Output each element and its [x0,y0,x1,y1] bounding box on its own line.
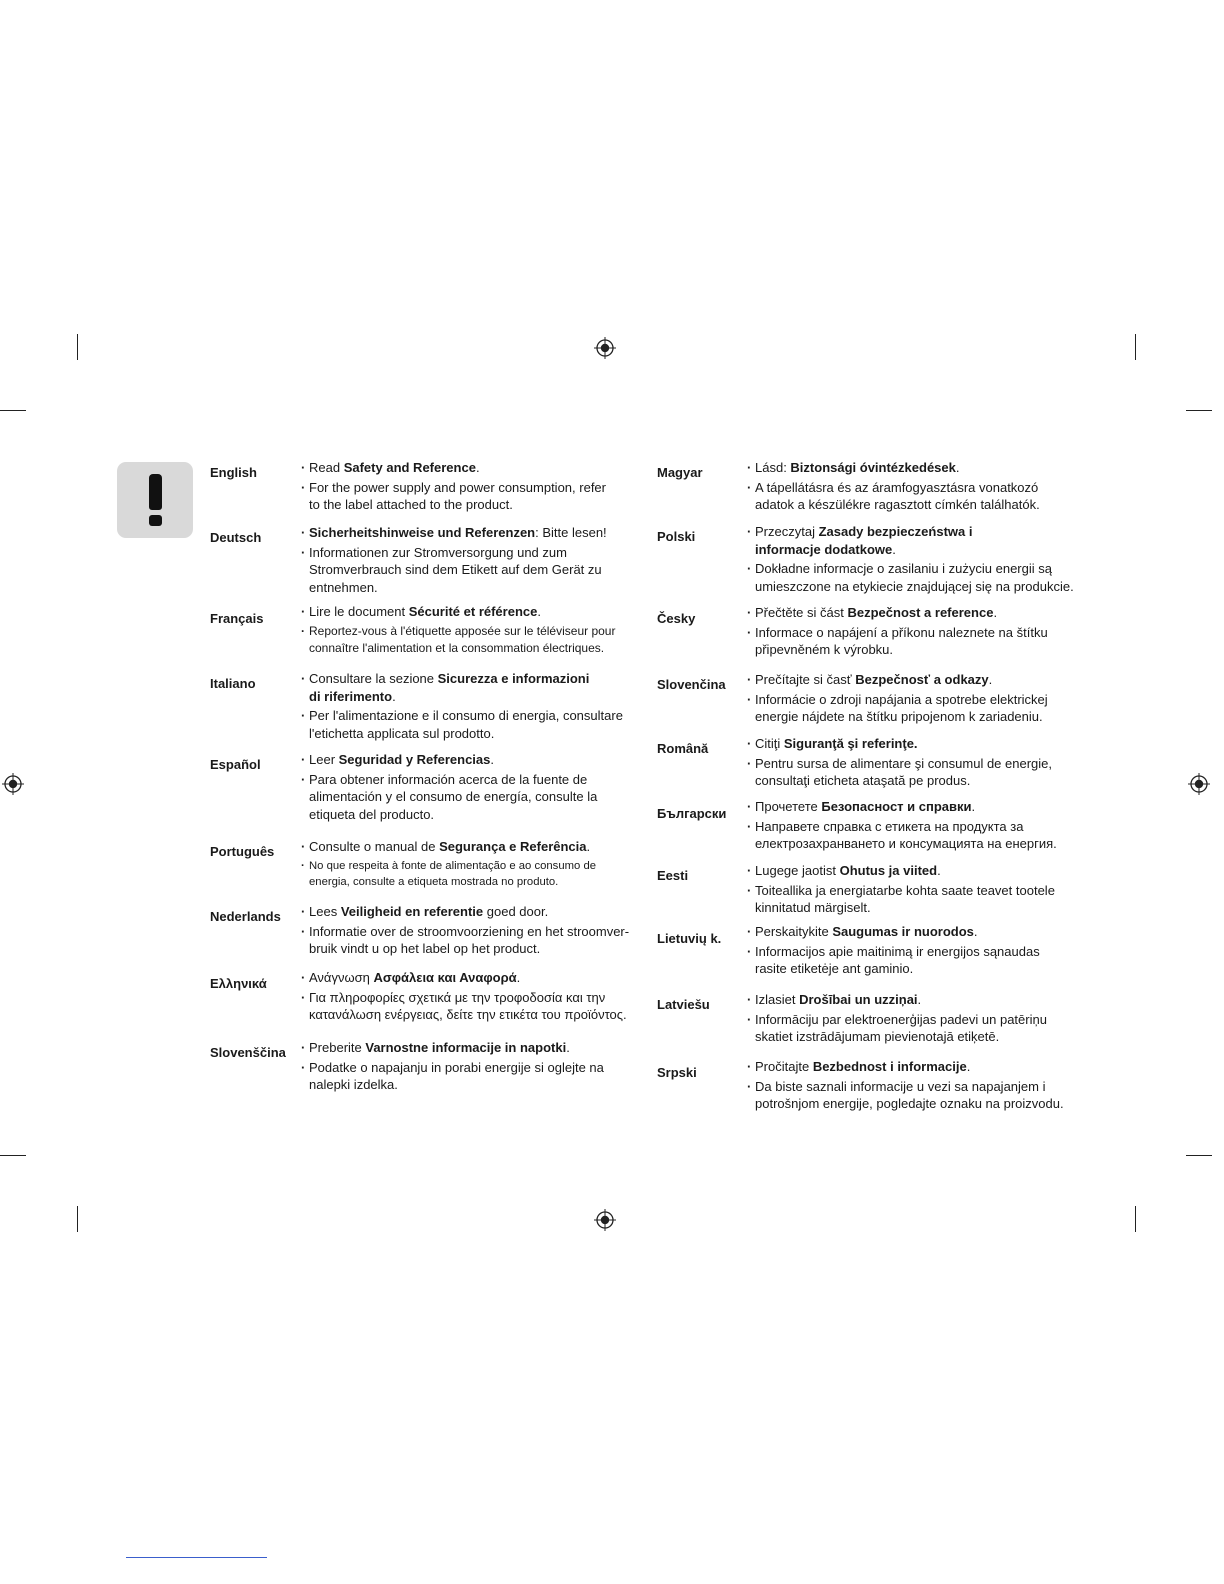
bullet-line [748,1058,1064,1076]
text-segment: Read [309,460,344,475]
text-segment: Informatie over de stroomvoorziening en het stroomver- [309,923,630,939]
bullet-line [748,818,1057,836]
emphasized-text: Ασφάλεια και Αναφορά [373,970,517,985]
text-segment: . [966,1059,971,1074]
continuation-line [748,1028,1047,1046]
crop-mark-left-lower [0,1155,26,1156]
language-label: Polski [657,529,696,544]
text-segment: . [955,460,960,475]
text-segment: . [988,672,993,687]
text-segment: . [993,605,998,620]
bullet-line [748,671,1048,689]
text-segment: Informácie o zdroji napájania a spotrebe elektrickej [755,691,1048,707]
bullet-line [302,858,596,874]
text-segment: Reportez-vous à l'étiquette apposée sur le téléviseur pour [309,623,616,638]
instruction-text [748,604,1048,659]
bullet-line [748,798,1057,816]
text-segment: Pentru sursa de alimentare şi consumul de energie, [755,755,1052,771]
text-segment: κατανάλωση ενέργειας, δείτε την ετικέτα του προϊόντος. [309,1007,627,1022]
bullet-line [748,691,1048,709]
bullet-line [748,882,1055,900]
text-segment: Citiţi [755,736,784,751]
emphasized-text: Varnostne informacije in napotki [365,1040,567,1055]
continuation-line [302,1006,627,1024]
text-segment: Lire le document [309,604,409,619]
bullet-line [748,523,1074,541]
language-label: Lietuvių k. [657,931,722,946]
footer-rule [126,1557,267,1558]
text-segment: . [392,688,396,704]
continuation-line [748,835,1057,853]
bullet-line [748,479,1040,497]
continuation-line [748,1095,1064,1113]
bullet-line [748,604,1048,622]
bullet-line [302,544,607,562]
bullet-line [302,923,629,941]
text-segment: Informacijos apie maitinimą ir energijos sąnaudas [755,943,1040,959]
text-segment: Toiteallika ja energiatarbe kohta saate teavet tootele [755,882,1055,898]
text-segment: . [537,604,541,619]
continuation-line [302,725,623,743]
crop-mark-top-right [1135,334,1136,360]
text-segment: Dokładne informacje o zasilaniu i zużyciu energii są [755,561,1052,576]
text-segment: Lásd: [755,460,791,475]
text-segment: alimentación y el consumo de energía, consulte la [309,789,598,804]
text-segment: Lees [309,904,341,919]
emphasized-text: Sicherheitshinweise und Referenzen [309,525,536,540]
text-segment: Informace o napájení a příkonu naleznete na štítku [755,624,1048,640]
bullet-line [302,969,627,987]
bullet-line [748,624,1048,642]
registration-mark-icon [2,773,24,795]
continuation-line [302,640,615,658]
text-segment: skatiet izstrādājumam pievienotajā etiķetē. [755,1029,1000,1044]
instruction-text [302,1039,604,1094]
text-segment: umieszczone na etykiecie znajdującej się na produkcie. [755,578,1074,594]
continuation-line [302,561,607,579]
text-segment: For the power supply and power consumption, refer [309,479,606,495]
emphasized-text: Безопасност и справки [821,799,972,814]
emphasized-text: Biztonsági óvintézkedések [790,460,956,475]
language-label: Slovenščina [210,1045,286,1060]
emphasized-text: Sécurité et référence [408,604,538,619]
language-label: Eesti [657,868,689,883]
language-label: Nederlands [210,909,281,924]
text-segment: . [475,460,480,475]
instruction-text [748,798,1057,853]
text-segment: Přečtěte si část [755,605,848,620]
text-segment: Прочетете [755,799,822,814]
instruction-text [302,670,623,742]
text-segment: Informationen zur Stromversorgung und zum [309,544,567,560]
bullet-line [748,459,1040,477]
instruction-text [748,523,1074,595]
instruction-text [302,903,629,958]
emphasized-text: Bezbednost i informacije [812,1059,967,1074]
registration-mark-icon [594,337,616,359]
bullet-line [748,735,1052,753]
instruction-text [302,969,627,1024]
warning-icon [117,462,193,538]
language-label: Română [657,741,709,756]
instruction-text [302,751,597,823]
continuation-line [302,688,623,706]
continuation-line [748,641,1048,659]
text-segment: Prečítajte si časť [755,672,856,687]
instruction-text [748,1058,1064,1113]
instruction-text [302,459,606,514]
language-label: Deutsch [210,530,262,545]
language-label: Български [657,806,727,821]
continuation-line [748,960,1040,978]
bullet-line [748,923,1040,941]
crop-mark-top-left [77,334,78,360]
text-segment: Podatke o napajanju in porabi energije si oglejte na [309,1059,604,1075]
emphasized-text: Veiligheid en referentie [340,904,484,919]
text-segment: Consulte o manual de [309,839,440,854]
text-segment: Perskaitykite [755,924,833,939]
continuation-line [302,788,597,806]
instruction-text [748,735,1052,790]
bullet-line [302,524,607,542]
bullet-line [748,1011,1047,1029]
text-segment: entnehmen. [309,579,378,595]
crop-mark-bottom-right [1135,1206,1136,1232]
text-segment: bruik vindt u op het label op het product. [309,941,541,956]
bullet-line [748,1078,1064,1096]
emphasized-text: Saugumas ir nuorodos [832,924,974,939]
emphasized-text: Ohutus ja viited [839,863,938,878]
language-label: Português [210,844,275,859]
text-segment: Preberite [309,1040,366,1055]
language-label: Česky [657,611,696,626]
text-segment: goed door. [483,904,549,919]
registration-mark-icon [594,1209,616,1231]
emphasized-text: Drošībai un uzziņai [799,992,918,1007]
text-segment: rasite etiketėje ant gaminio. [755,961,914,976]
instruction-text [748,459,1040,514]
text-segment: Pročitajte [755,1059,813,1074]
warning-icon-dot [149,515,162,526]
text-segment: Ανάγνωση [309,970,374,985]
text-segment: nalepki izdelka. [309,1077,398,1092]
text-segment: Para obtener información acerca de la fuente de [309,771,588,787]
bullet-line [748,560,1074,578]
text-segment: Leer [309,752,339,767]
emphasized-text: Segurança e Referência [439,839,587,854]
language-label: Magyar [657,465,703,480]
bullet-line [748,943,1040,961]
text-segment: : Bitte lesen! [535,525,607,540]
bullet-line [748,862,1055,880]
crop-mark-right-upper [1186,410,1212,411]
text-segment: No que respeita à fonte de alimentação e ao consumo de [309,859,597,872]
bullet-line [302,707,623,725]
instruction-text [748,991,1047,1046]
continuation-line [302,496,606,514]
bullet-line [302,771,597,789]
bullet-line [302,623,615,641]
text-segment: Da biste saznali informacije u vezi sa napajanjem i [755,1078,1046,1094]
continuation-line [748,772,1052,790]
bullet-line [302,459,606,477]
text-segment: Lugege jaotist [755,863,840,878]
language-label: Ελληνικά [210,976,267,991]
bullet-line [748,755,1052,773]
text-segment: . [490,752,494,767]
bullet-line [302,838,596,856]
continuation-line [302,940,629,958]
emphasized-text: Safety and Reference [343,460,476,475]
text-segment: . [973,924,978,939]
emphasized-text: Seguridad y Referencias [338,752,491,767]
bullet-line [302,479,606,497]
text-segment: . [971,799,976,814]
bullet-line [302,1039,604,1057]
language-label: Latviešu [657,997,710,1012]
bullet-line [302,603,615,621]
language-label: Español [210,757,261,772]
language-label: Slovenčina [657,677,726,692]
instruction-text [748,862,1055,917]
instruction-text [302,838,596,890]
text-segment: kinnitatud märgiselt. [755,900,871,915]
text-segment: potrošnjom energije, pogledajte oznaku na proizvodu. [755,1096,1064,1111]
bullet-line [302,751,597,769]
text-segment: připevněném k výrobku. [755,642,894,657]
text-segment: . [566,1040,570,1055]
text-segment: Informāciju par elektroenerģijas padevi un patēriņu [755,1011,1047,1027]
text-segment: Για πληροφορίες σχετικά με την τροφοδοσία και την [309,989,606,1005]
text-segment: Per l'alimentazione e il consumo di energia, consultare [309,708,623,723]
continuation-line [748,578,1074,596]
instruction-text [748,923,1040,978]
registration-mark-icon [1188,773,1210,795]
bullet-line [302,670,623,688]
language-label: English [210,465,257,480]
bullet-line [302,989,627,1007]
text-segment: A tápellátásra és az áramfogyasztásra vonatkozó [755,479,1039,495]
crop-mark-bottom-left [77,1206,78,1232]
warning-icon-bar [149,474,162,510]
text-segment: . [516,970,521,985]
language-label: Français [210,611,264,626]
crop-mark-left-upper [0,410,26,411]
emphasized-text: Siguranţă şi referinţe. [783,736,918,751]
emphasized-text: Bezpečnosť a odkazy [855,672,989,687]
text-segment: adatok a készülékre ragasztott címkén találhatók. [755,497,1040,512]
text-segment: Consultare la sezione [309,671,438,686]
emphasized-text: Bezpečnost a reference [847,605,994,620]
text-segment: etiqueta del producto. [309,806,435,822]
emphasized-text: Zasady bezpieczeństwa i [818,524,973,539]
text-segment: електрозахранването и консумацията на енергия. [755,836,1057,851]
continuation-line [302,579,607,597]
text-segment: l'etichetta applicata sul prodotto. [309,725,495,741]
emphasized-text: Sicurezza e informazioni [437,671,590,686]
language-label: Srpski [657,1065,697,1080]
text-segment: Przeczytaj [755,524,819,539]
text-segment: Stromverbrauch sind dem Etikett auf dem Gerät zu [309,562,602,577]
text-segment: Izlasiet [755,992,800,1007]
language-label: Italiano [210,676,256,691]
continuation-line [302,1076,604,1094]
instruction-text [748,671,1048,726]
text-segment: connaître l'alimentation et la consommation électriques. [309,641,605,655]
text-segment: . [586,839,591,854]
emphasized-text: di riferimento [309,688,393,704]
text-segment: . [917,992,922,1007]
text-segment: Направете справка с етикета на продукта за [755,818,1024,834]
text-segment: consultaţi eticheta ataşată pe produs. [755,773,971,788]
text-segment: energia, consulte a etiqueta mostrada no produto. [309,875,559,888]
instruction-text [302,603,615,658]
continuation-line [748,496,1040,514]
instruction-text [302,524,607,596]
emphasized-text: informacje dodatkowe [755,541,893,557]
bullet-line [748,991,1047,1009]
continuation-line [748,708,1048,726]
continuation-line [748,541,1074,559]
continuation-line [748,899,1055,917]
text-segment: . [892,541,896,557]
bullet-line [302,1059,604,1077]
crop-mark-right-lower [1186,1155,1212,1156]
text-segment: to the label attached to the product. [309,497,513,512]
text-segment: energie nájdete na štítku pripojenom k zariadeniu. [755,709,1043,724]
text-segment: . [937,863,941,878]
continuation-line [302,806,597,824]
continuation-line [302,874,596,890]
bullet-line [302,903,629,921]
